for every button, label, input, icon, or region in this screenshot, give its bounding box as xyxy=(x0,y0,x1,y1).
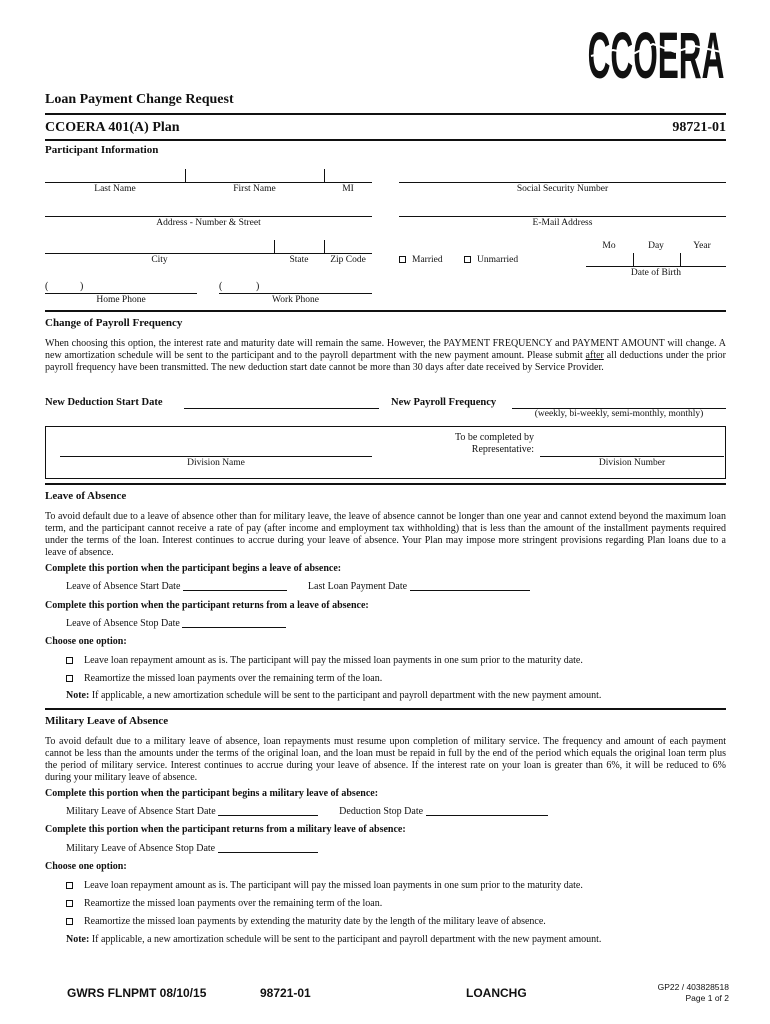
footer-page-number: Page 1 of 2 xyxy=(685,993,729,1003)
new-start-date-field[interactable] xyxy=(184,408,379,409)
work-phone-label: Work Phone xyxy=(272,295,319,305)
military-start-date-field[interactable] xyxy=(218,806,318,816)
dob-divider xyxy=(633,253,634,267)
name-divider xyxy=(324,169,325,183)
work-phone-line[interactable] xyxy=(219,293,372,294)
home-phone-label: Home Phone xyxy=(96,295,146,305)
city-label: City xyxy=(151,255,168,265)
name-divider xyxy=(185,169,186,183)
military-paragraph: To avoid default due to a military leave of absence, loan repayments must resume upon completion of military service. The frequency and amount of each payment cannot be less than the amounts under the terms of the original loan, and the loan must be repaid in full by the end of the period which equals the original loan term plus the period of military service. Interest continues to accrue during your leave of absence. If the interest rate on your loan is greater than 6%, it will be reduced to 6% during your military leave of absence. xyxy=(45,736,726,783)
email-field-line[interactable] xyxy=(399,216,726,217)
leave-begins-heading: Complete this portion when the participant begins a leave of absence: xyxy=(45,563,342,574)
ssn-label: Social Security Number xyxy=(516,184,609,194)
military-begins-heading: Complete this portion when the participant begins a military leave of absence: xyxy=(45,788,379,799)
division-name-field[interactable] xyxy=(60,456,372,457)
footer-gp-code: GP22 / 403828518 xyxy=(657,982,729,992)
military-option-2-checkbox[interactable] xyxy=(66,900,73,907)
military-start-date-row xyxy=(66,806,548,817)
work-phone-paren-open: ( xyxy=(219,281,223,292)
leave-stop-date-row xyxy=(66,618,286,629)
leave-returns-heading: Complete this portion when the participant returns from a leave of absence: xyxy=(45,600,369,611)
first-name-label: First Name xyxy=(233,184,276,194)
rep-note-line-1: To be completed by xyxy=(455,432,534,443)
zip-label: Zip Code xyxy=(330,255,366,265)
dob-year-label: Year xyxy=(693,241,711,251)
division-number-label: Division Number xyxy=(598,458,666,468)
military-stop-date-row xyxy=(66,843,318,854)
ccoera-logo-graphic xyxy=(583,10,729,86)
section-rule xyxy=(45,310,726,312)
leave-option-1-checkbox[interactable] xyxy=(66,657,73,664)
plan-number: 98721-01 xyxy=(672,120,726,135)
email-label: E-Mail Address xyxy=(532,218,593,228)
address-field-line[interactable] xyxy=(45,216,372,217)
section-rule xyxy=(45,483,726,485)
leave-stop-date-label: Leave of Absence Stop Date xyxy=(66,618,180,629)
leave-paragraph: To avoid default due to a leave of absence other than for military leave, the leave of absence cannot be longer than one year and cannot extend beyond the maximum loan term, and the participant cannot receive a rate of pay (after income and employment tax withholding) that is less than the amount of the installment payments required under the terms of the loan. Interest continues to accrue during your leave of absence. Your Plan may impose more stringent provisions regarding Plan loans due to a leave of absence. xyxy=(45,511,726,558)
participant-section-title: Participant Information xyxy=(45,144,159,156)
leave-note: Note: If applicable, a new amortization schedule will be sent to the participant and payroll department with the new payment amount. xyxy=(66,690,602,701)
married-checkbox[interactable] xyxy=(399,256,406,263)
address-label: Address - Number & Street xyxy=(156,218,261,228)
division-name-label: Division Name xyxy=(187,458,245,468)
leave-option-1[interactable]: Leave loan repayment amount as is. The participant will pay the missed loan payments in one sum prior to the maturity date. xyxy=(66,655,583,666)
dob-day-label: Day xyxy=(648,241,664,251)
military-stop-date-label: Military Leave of Absence Stop Date xyxy=(66,843,216,854)
married-label: Married xyxy=(412,255,443,265)
new-start-date-label: New Deduction Start Date xyxy=(45,397,163,408)
military-note: Note: If applicable, a new amortization schedule will be sent to the participant and payroll department with the new payment amount. xyxy=(66,934,602,945)
csz-divider xyxy=(274,240,275,254)
home-phone-line[interactable] xyxy=(45,293,197,294)
military-section-title: Military Leave of Absence xyxy=(45,715,169,727)
footer-plan-number: 98721-01 xyxy=(260,986,311,1000)
new-frequency-label: New Payroll Frequency xyxy=(391,397,497,408)
leave-option-2-checkbox[interactable] xyxy=(66,675,73,682)
leave-start-date-row xyxy=(66,581,530,592)
footer-doc-code: LOANCHG xyxy=(466,986,527,1000)
married-option[interactable] xyxy=(399,255,443,265)
frequency-options-hint: (weekly, bi-weekly, semi-monthly, monthly) xyxy=(534,409,704,419)
rep-note-line-2: Representative: xyxy=(471,444,534,455)
last-name-label: Last Name xyxy=(94,184,136,194)
deduction-stop-field[interactable] xyxy=(426,806,548,816)
payroll-paragraph: When choosing this option, the interest rate and maturity date will remain the same. However, the PAYMENT FREQUENCY and PAYMENT AMOUNT will change. A new amortization schedule will be sent to the participant and to the payroll department with the new payment amount. Please submit after all deductions under the prior payroll frequency have been transmitted. The new deduction start date cannot be more than 30 days after date received by Service Provider. xyxy=(45,338,727,373)
dob-label: Date of Birth xyxy=(630,268,682,278)
rep-note xyxy=(430,432,534,456)
representative-box xyxy=(45,426,726,479)
state-label: State xyxy=(289,255,309,265)
home-phone-paren-open: ( xyxy=(45,281,49,292)
ssn-field-line[interactable] xyxy=(399,182,726,183)
footer-form-code: GWRS FLNPMT 08/10/15 xyxy=(67,986,207,1000)
home-phone-paren-close: ) xyxy=(80,281,84,292)
leave-start-date-field[interactable] xyxy=(183,581,287,591)
header-rule-top xyxy=(45,113,726,115)
military-choose-label: Choose one option: xyxy=(45,861,127,872)
name-field-line[interactable] xyxy=(45,182,372,183)
military-option-3-checkbox[interactable] xyxy=(66,918,73,925)
leave-choose-label: Choose one option: xyxy=(45,636,127,647)
dob-field-line[interactable] xyxy=(586,266,726,267)
military-stop-date-field[interactable] xyxy=(218,843,318,853)
unmarried-option[interactable] xyxy=(464,255,518,265)
military-option-2[interactable]: Reamortize the missed loan payments over the remaining term of the loan. xyxy=(66,898,382,909)
svg-text:CCOERA: CCOERA xyxy=(587,19,725,86)
dob-mo-label: Mo xyxy=(602,241,616,251)
city-state-zip-line[interactable] xyxy=(45,253,372,254)
payroll-section-title: Change of Payroll Frequency xyxy=(45,317,183,329)
deduction-stop-label: Deduction Stop Date xyxy=(339,806,424,817)
unmarried-label: Unmarried xyxy=(477,255,519,265)
mi-label: MI xyxy=(342,184,354,194)
plan-name: CCOERA 401(A) Plan xyxy=(45,120,180,135)
military-returns-heading: Complete this portion when the participant returns from a military leave of absence: xyxy=(45,824,406,835)
last-payment-field[interactable] xyxy=(410,581,530,591)
leave-start-date-label: Leave of Absence Start Date xyxy=(66,581,181,592)
last-payment-label: Last Loan Payment Date xyxy=(307,581,408,592)
leave-section-title: Leave of Absence xyxy=(45,490,127,502)
military-start-date-label: Military Leave of Absence Start Date xyxy=(66,806,216,817)
section-rule xyxy=(45,708,726,710)
leave-option-2[interactable]: Reamortize the missed loan payments over the remaining term of the loan. xyxy=(66,673,382,684)
dob-divider xyxy=(680,253,681,267)
logo xyxy=(583,10,729,86)
leave-stop-date-field[interactable] xyxy=(182,618,286,628)
division-number-field[interactable] xyxy=(540,456,724,457)
form-title: Loan Payment Change Request xyxy=(45,92,234,107)
military-option-1-checkbox[interactable] xyxy=(66,882,73,889)
header-rule-bottom xyxy=(45,139,726,141)
military-option-1[interactable]: Leave loan repayment amount as is. The participant will pay the missed loan payments in one sum prior to the maturity date. xyxy=(66,880,583,891)
work-phone-paren-close: ) xyxy=(256,281,260,292)
csz-divider xyxy=(324,240,325,254)
unmarried-checkbox[interactable] xyxy=(464,256,471,263)
military-option-3[interactable]: Reamortize the missed loan payments by extending the maturity date by the length of the military leave of absence. xyxy=(66,916,546,927)
